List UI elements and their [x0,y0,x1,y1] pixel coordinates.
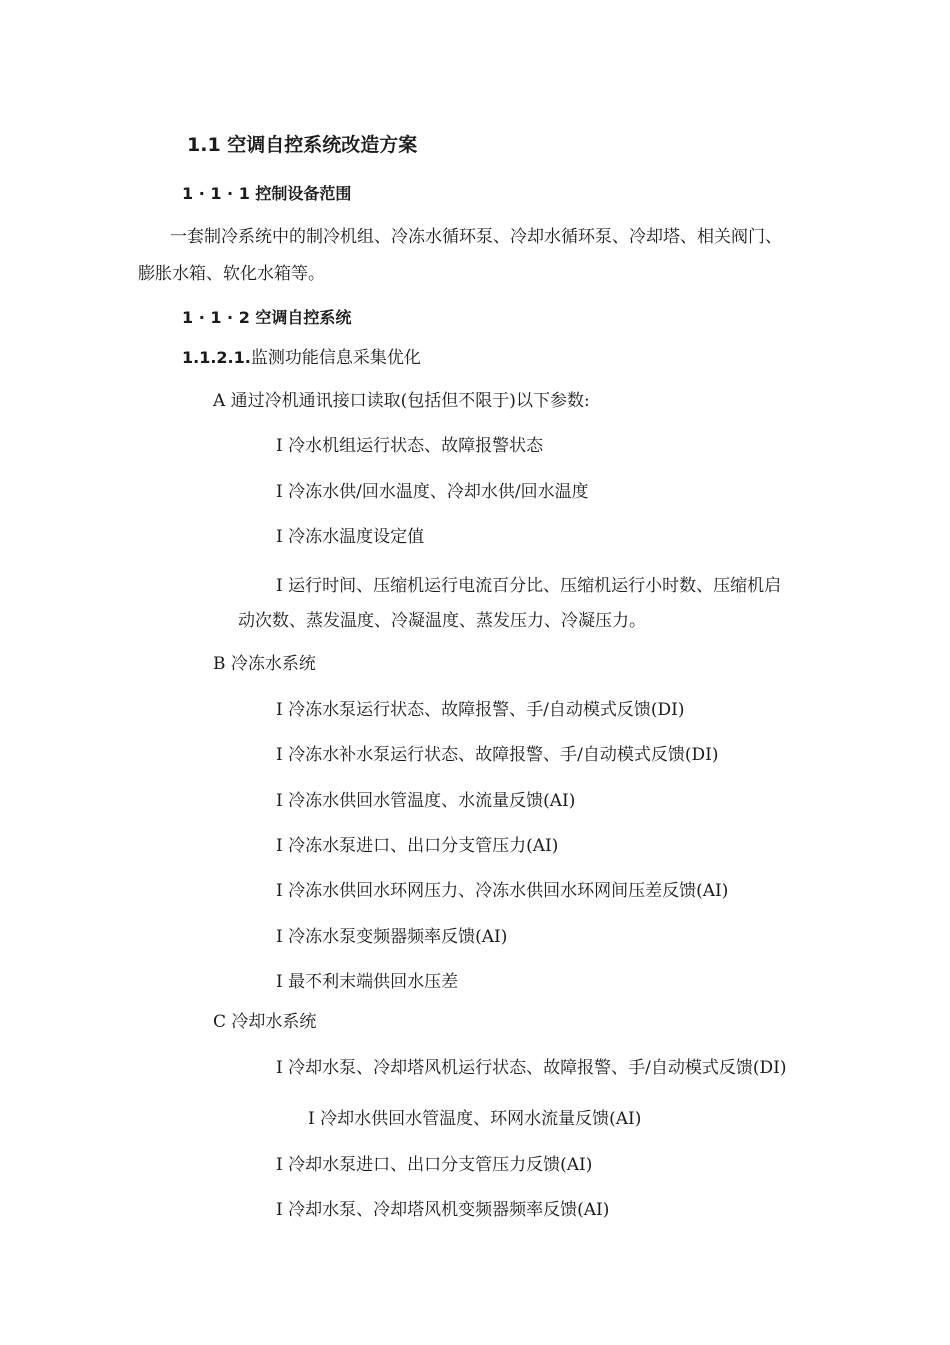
list-item: I 冷冻水泵运行状态、故障报警、手/自动模式反馈(DI) [276,700,685,720]
list-item: I 冷却水泵、冷却塔风机变频器频率反馈(AI) [276,1200,610,1220]
list-item-continuation: 动次数、蒸发温度、冷凝温度、蒸发压力、冷凝压力。 [238,611,646,631]
subsection-heading [182,347,421,369]
paragraph-line: 一套制冷系统中的制冷机组、冷冻水循环泵、冷却水循环泵、冷却塔、相关阀门、 [170,227,782,247]
list-item: I 冷冻水温度设定值 [276,527,425,547]
list-item: I 冷水机组运行状态、故障报警状态 [276,436,544,456]
section-heading-1-1-1: 1 · 1 · 1 控制设备范围 [182,184,352,203]
list-item: I 冷冻水供/回水温度、冷却水供/回水温度 [276,482,589,502]
list-item: I 冷却水供回水管温度、环网水流量反馈(AI) [308,1109,642,1129]
group-a-title: A 通过冷机通讯接口读取(包括但不限于)以下参数: [213,391,590,411]
list-item: I 冷冻水补水泵运行状态、故障报警、手/自动模式反馈(DI) [276,745,719,765]
list-item: I 冷却水泵、冷却塔风机运行状态、故障报警、手/自动模式反馈(DI) [276,1058,787,1078]
paragraph-line: 膨胀水箱、软化水箱等。 [138,264,325,284]
list-item: I 最不利末端供回水压差 [276,972,459,992]
group-c-title: C 冷却水系统 [213,1012,317,1032]
list-item: I 运行时间、压缩机运行电流百分比、压缩机运行小时数、压缩机启 [276,576,782,596]
subsection-title: 监测功能信息采集优化 [250,348,421,368]
list-item: I 冷冻水供回水环网压力、冷冻水供回水环网间压差反馈(AI) [276,881,729,901]
section-heading-1-1-2: 1 · 1 · 2 空调自控系统 [182,308,352,327]
list-item: I 冷却水泵进口、出口分支管压力反馈(AI) [276,1155,593,1175]
subsection-number: 1.1.2.1. [182,348,251,367]
group-b-title: B 冷冻水系统 [213,654,316,674]
document-title: 1.1 空调自控系统改造方案 [187,134,418,156]
list-item: I 冷冻水泵进口、出口分支管压力(AI) [276,836,559,856]
list-item: I 冷冻水供回水管温度、水流量反馈(AI) [276,791,576,811]
list-item: I 冷冻水泵变频器频率反馈(AI) [276,927,508,947]
